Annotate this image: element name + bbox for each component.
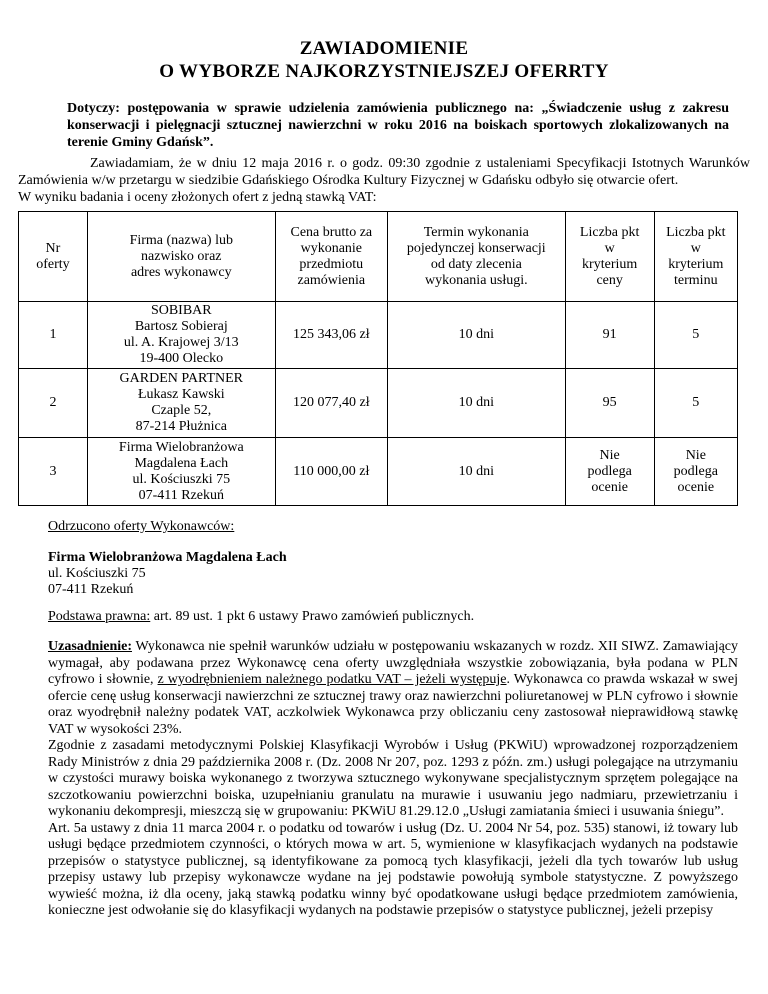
subject-paragraph: Dotyczy: postępowania w sprawie udzielenia zamówienia publicznego na: „Świadczenie usług z zakresu konserwacji i pielęgnacji sztucznej nawierzchni w roku 2016 na boiskach sportowych zlokalizowanych na terenie Gminy Gdańsk”.: [67, 101, 729, 150]
cell-points-price: 91: [565, 302, 654, 369]
intro-section: [18, 155, 750, 206]
justification-section: [48, 639, 738, 920]
cell-term: 10 dni: [387, 438, 565, 506]
cell-price: 120 077,40 zł: [275, 369, 387, 438]
document-subtitle: O WYBORZE NAJKORZYSTNIEJSZEJ OFERRTY: [159, 61, 609, 82]
classification-paragraph: Zgodnie z zasadami metodycznymi Polskiej Klasyfikacji Wyrobów i Usług (PKWiU) wprowadzonej rozporządzeniem Rady Ministrów z dnia 29 października 2008 r. (Dz. 2008 Nr 207, poz. 1293 z późn. zm.) usługi polegające na utrzymaniu w czystości murawy boiska wykonanego z tworzywa sztucznego wykonywane specjalistycznym sprzętem polegające na szczotkowaniu powierzchni boiska, uzupełnianiu granulatu na murawie i usuwaniu jego nadmiaru, przewietrzaniu i wykonaniu dekompresji, mieszczą się w grupowaniu: PKWiU 81.29.12.0 „Usługi zamiatania śmieci i usuwania śniegu”.: [48, 738, 738, 819]
vat-act-paragraph: Art. 5a ustawy z dnia 11 marca 2004 r. o podatku od towarów i usług (Dz. U. 2004 Nr 54, poz. 535) stanowi, iż towary lub usługi będące przedmiotem czynności, o których mowa w art. 5, wymienione w klasyfikacjach wydanych na podstawie przepisów o statystyce publicznej, są identyfikowane za pomocą tych klasyfikacji, jeżeli dla tych towarów lub usług przepisy ustawy lub przepisy wykonawcze wydane na jej podstawie powołują symbole statystyczne. Z powyższego wywieść można, iż dla oceny, jaką stawką podatku winny być opodatkowane usługi będące przedmiotem zamówienia, konieczne jest odwołanie się do klasyfikacji wydanych na podstawie przepisów o statystyce publicznej, jeżeli przepisy: [48, 820, 738, 918]
header-cell-points-term: Liczba pkt w kryterium terminu: [654, 212, 737, 302]
cell-points-price: 95: [565, 369, 654, 438]
header-cell-points-price: Liczba pkt w kryterium ceny: [565, 212, 654, 302]
table-header-row: [19, 212, 738, 302]
page-cutoff: [0, 976, 768, 994]
justification-label: Uzasadnienie:: [48, 639, 132, 654]
header-cell-firm: Firma (nazwa) lub nazwisko oraz adres wykonawcy: [87, 212, 275, 302]
offers-table: [18, 211, 738, 506]
cell-nr: 2: [19, 369, 88, 438]
cell-points-term: Nie podlega ocenie: [654, 438, 737, 506]
cell-price: 125 343,06 zł: [275, 302, 387, 369]
header-cell-price: Cena brutto za wykonanie przedmiotu zamówienia: [275, 212, 387, 302]
vat-requirement-underlined: z wyodrębnieniem należnego podatku VAT – jeżeli występuje: [157, 672, 507, 687]
rejected-firm-street: ul. Kościuszki 75: [48, 566, 146, 581]
cell-firm: Firma Wielobranżowa Magdalena Łach ul. Kościuszki 75 07-411 Rzekuń: [87, 438, 275, 506]
rejected-firm: [48, 550, 287, 598]
rejected-firm-name: Firma Wielobranżowa Magdalena Łach: [48, 550, 287, 565]
cell-points-price: Nie podlega ocenie: [565, 438, 654, 506]
intro-vat-line: W wyniku badania i oceny złożonych ofert z jedną stawką VAT:: [18, 190, 377, 205]
legal-basis-label: Podstawa prawna:: [48, 609, 151, 624]
cell-firm: SOBIBAR Bartosz Sobieraj ul. A. Krajowej 3/13 19-400 Olecko: [87, 302, 275, 369]
table-row: [19, 302, 738, 369]
table-row: [19, 438, 738, 506]
cell-points-term: 5: [654, 369, 737, 438]
intro-paragraph: Zawiadamiam, że w dniu 12 maja 2016 r. o godz. 09:30 zgodnie z ustaleniami Specyfikacji Istotnych Warunków Zamówienia w/w przetargu w siedzibie Gdańskiego Ośrodka Kultury Fizycznej w Gdańsku odbyło się otwarcie ofert.: [18, 156, 750, 188]
cell-term: 10 dni: [387, 369, 565, 438]
cell-term: 10 dni: [387, 302, 565, 369]
cell-price: 110 000,00 zł: [275, 438, 387, 506]
cell-points-term: 5: [654, 302, 737, 369]
legal-basis-text: art. 89 ust. 1 pkt 6 ustawy Prawo zamówień publicznych.: [150, 609, 475, 624]
header-cell-nr: Nr oferty: [19, 212, 88, 302]
justification-paragraph: Uzasadnienie: Wykonawca nie spełnił warunków udziału w postępowaniu wskazanych w rozdz. XII SIWZ. Zamawiający wymagał, aby podawana przez Wykonawcę cena oferty uwzględniała wszystkie zobowiązania, była podana w PLN cyfrowo i słownie, z wyodrębnieniem należnego podatku VAT – jeżeli występuje. Wykonawca co prawda wskazał w swej ofercie cenę usług konserwacji nawierzchni ze sztucznej trawy oraz nawierzchni poliuretanowej w PLN cyfrowo i słownie oraz wyodrębnił należny podatek VAT, aczkolwiek Wykonawca przy obliczaniu ceny zastosował nieprawidłową stawkę VAT w wysokości 23%.: [48, 639, 739, 737]
document-title: ZAWIADOMIENIE: [299, 38, 469, 59]
rejected-firm-city: 07-411 Rzekuń: [48, 582, 134, 597]
cell-firm: GARDEN PARTNER Łukasz Kawski Czaple 52, 87-214 Płużnica: [87, 369, 275, 438]
cell-nr: 1: [19, 302, 88, 369]
rejected-offers-heading: Odrzucono oferty Wykonawców:: [48, 519, 235, 534]
table-row: [19, 369, 738, 438]
cell-nr: 3: [19, 438, 88, 506]
header-cell-term: Termin wykonania pojedynczej konserwacji od daty zlecenia wykonania usługi.: [387, 212, 565, 302]
legal-basis: [48, 609, 474, 625]
